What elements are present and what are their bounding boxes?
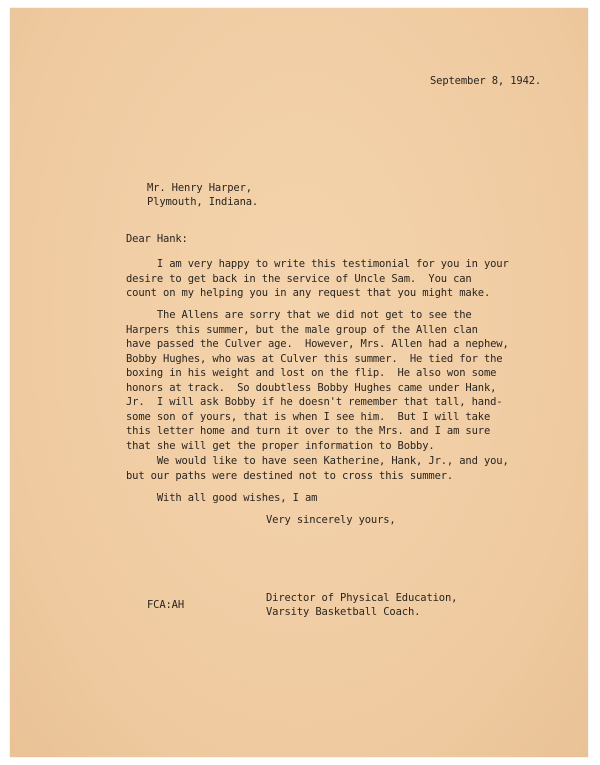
paragraph-line: desire to get back in the service of Uncle Sam. You can <box>126 272 472 285</box>
paragraph-line: I am very happy to write this testimonial for you in your <box>126 258 509 270</box>
paragraph-line: this letter home and turn it over to the Mrs. and I am sure <box>126 425 491 437</box>
paragraph-2 <box>126 308 509 453</box>
paragraph-line: Bobby Hughes, who was at Culver this summer. He tied for the <box>126 352 503 365</box>
paragraph-line: honors at track. So doubtless Bobby Hughes came under Hank, <box>126 381 497 394</box>
paragraph-4 <box>126 491 506 506</box>
paragraph-1 <box>126 257 509 301</box>
salutation: Dear Hank: <box>126 233 188 245</box>
paragraph-line: boxing in his weight and lost on the flip. He also won some <box>126 367 497 379</box>
letter-date: September 8, 1942. <box>430 75 542 87</box>
paragraph-line: some son of yours, that is when I see him. But I will take <box>126 410 491 423</box>
paragraph-line: The Allens are sorry that we did not get to see the <box>126 309 472 321</box>
paragraph-line: Jr. I will ask Bobby if he doesn't remember that tall, hand- <box>126 396 503 408</box>
paragraph-line: We would like to have seen Katherine, Hank, Jr., and you, <box>126 455 509 467</box>
reference-initials: FCA:AH <box>147 599 185 611</box>
letter-body <box>10 8 588 757</box>
paragraph-line: that she will get the proper information to Bobby. <box>126 439 435 452</box>
paragraph-line: With all good wishes, I am <box>126 492 318 504</box>
recipient-location: Plymouth, Indiana. <box>147 196 259 208</box>
recipient-name: Mr. Henry Harper, <box>147 182 252 194</box>
complimentary-closing: Very sincerely yours, <box>266 514 396 526</box>
signature-title-2: Varsity Basketball Coach. <box>266 606 421 618</box>
paragraph-line: count on my helping you in any request that you might make. <box>126 287 491 299</box>
paragraph-line: have passed the Culver age. However, Mrs. Allen had a nephew, <box>126 338 509 350</box>
letter-page <box>10 8 588 757</box>
signature-title-1: Director of Physical Education, <box>266 592 458 604</box>
paragraph-line: but our paths were destined not to cross this summer. <box>126 469 454 482</box>
paragraph-3 <box>126 454 509 483</box>
paragraph-line: Harpers this summer, but the male group of the Allen clan <box>126 323 478 336</box>
